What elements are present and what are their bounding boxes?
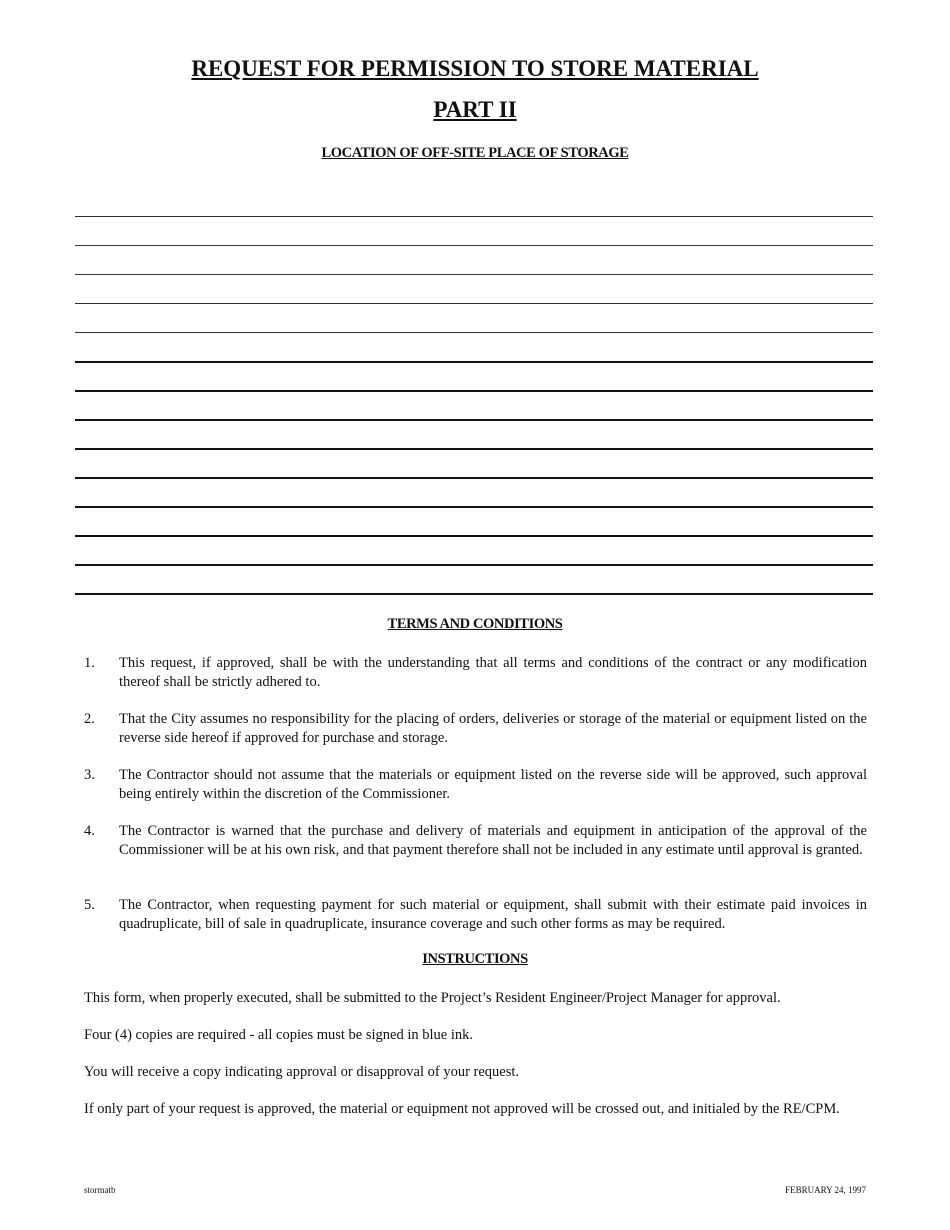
term-text: The Contractor is warned that the purchase and delivery of materials and equipment in anticipation of the approval of the Commissioner will be at his own risk, and that payment therefore shall not be included in any estimate until approval is granted. — [119, 823, 867, 858]
instructions-heading: INSTRUCTIONS — [422, 951, 528, 967]
term-number: 2. — [84, 711, 95, 727]
terms-heading: TERMS AND CONDITIONS — [387, 616, 563, 632]
term-item — [84, 766, 867, 803]
instruction-paragraph: You will receive a copy indicating approval or disapproval of your request. — [84, 1064, 520, 1080]
term-item — [84, 710, 867, 747]
term-item — [84, 822, 867, 859]
form-code: stormatb — [84, 1185, 116, 1195]
form-title: REQUEST FOR PERMISSION TO STORE MATERIAL — [191, 56, 759, 81]
fill-line[interactable] — [75, 303, 873, 304]
term-number: 5. — [84, 897, 95, 913]
part-title: PART II — [433, 97, 517, 122]
term-text: This request, if approved, shall be with the understanding that all terms and conditions of the contract or any modification thereof shall be strictly adhered to. — [119, 655, 867, 690]
fill-line[interactable] — [75, 477, 873, 479]
fill-line[interactable] — [75, 593, 873, 595]
storage-location-lines — [75, 0, 873, 600]
revision-date: FEBRUARY 24, 1997 — [785, 1185, 866, 1195]
fill-line[interactable] — [75, 390, 873, 392]
term-text: The Contractor, when requesting payment for such material or equipment, shall submit with their estimate paid invoices in quadruplicate, bill of sale in quadruplicate, insurance coverage and such other forms as may be required. — [119, 897, 867, 932]
fill-line[interactable] — [75, 506, 873, 508]
fill-line[interactable] — [75, 361, 873, 363]
instruction-paragraph: This form, when properly executed, shall be submitted to the Project’s Resident Engineer/Project Manager for approval. — [84, 990, 781, 1006]
fill-line[interactable] — [75, 535, 873, 537]
term-number: 4. — [84, 823, 95, 839]
fill-line[interactable] — [75, 245, 873, 246]
instruction-paragraph: Four (4) copies are required - all copies must be signed in blue ink. — [84, 1027, 473, 1043]
fill-line[interactable] — [75, 216, 873, 217]
term-item — [84, 654, 867, 691]
term-text: The Contractor should not assume that the materials or equipment listed on the reverse side will be approved, such approval being entirely within the discretion of the Commissioner. — [119, 767, 867, 802]
term-number: 1. — [84, 655, 95, 671]
fill-line[interactable] — [75, 274, 873, 275]
fill-line[interactable] — [75, 448, 873, 450]
instruction-paragraph: If only part of your request is approved, the material or equipment not approved will be crossed out, and initialed by the RE/CPM. — [84, 1101, 840, 1117]
term-number: 3. — [84, 767, 95, 783]
fill-line[interactable] — [75, 564, 873, 566]
fill-line[interactable] — [75, 332, 873, 333]
fill-line[interactable] — [75, 419, 873, 421]
term-text: That the City assumes no responsibility for the placing of orders, deliveries or storage of the material or equipment listed on the reverse side hereof if approved for purchase and storage. — [119, 711, 867, 746]
term-item — [84, 896, 867, 933]
location-heading: LOCATION OF OFF-SITE PLACE OF STORAGE — [321, 145, 629, 161]
